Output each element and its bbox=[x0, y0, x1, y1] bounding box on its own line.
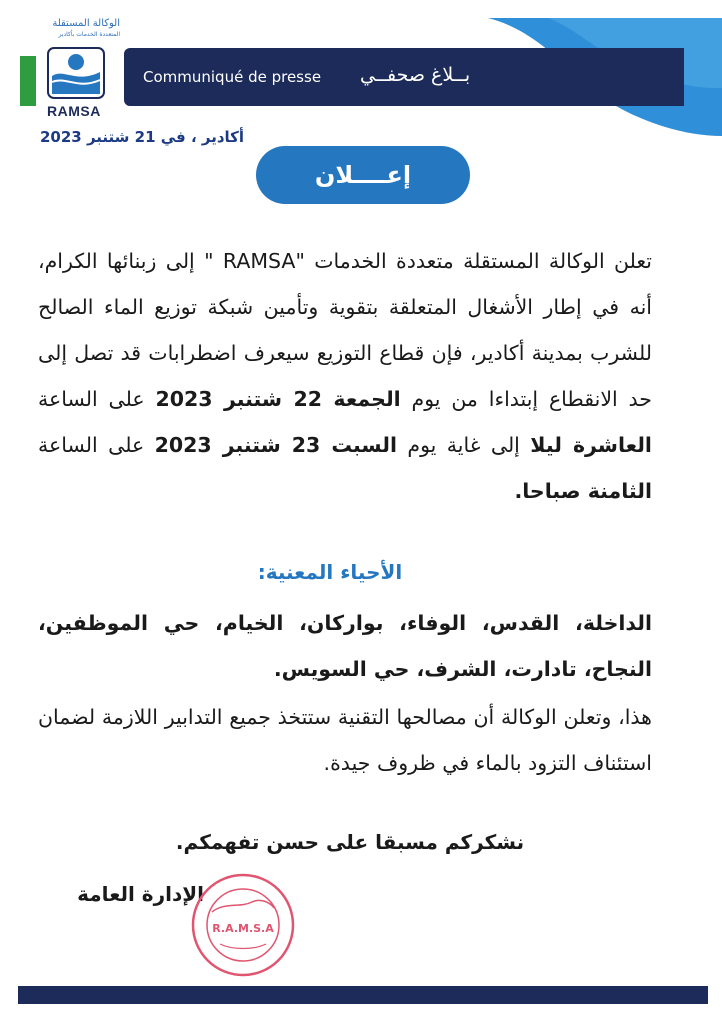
ramsa-logo-icon bbox=[46, 46, 106, 100]
signature-line: الإدارة العامة bbox=[77, 882, 204, 906]
footer-bar bbox=[18, 986, 708, 1004]
announcement-body bbox=[38, 238, 652, 514]
start-date: الجمعة 22 شتنبر 2023 bbox=[155, 387, 401, 411]
logo-green-bar bbox=[20, 56, 36, 106]
header-title-french: Communiqué de presse bbox=[143, 68, 322, 86]
closing-paragraph: هذا، وتعلن الوكالة أن مصالحها التقنية ستتخذ جميع التدابير اللازمة لضمان استئناف التزود بالماء في ظروف جيدة. bbox=[38, 705, 652, 775]
announcement-title: إعــــلان bbox=[314, 161, 412, 189]
official-stamp-icon bbox=[190, 872, 296, 978]
body-paragraph bbox=[38, 238, 652, 514]
stamp-text: R.A.M.S.A bbox=[212, 922, 274, 935]
agency-subtitle-arabic: المتعددة الخدمات بأكادير bbox=[58, 31, 120, 38]
body-text: تعلن الوكالة المستقلة متعددة الخدمات "RAMSA " إلى زبنائها الكرام، أنه في إطار الأشغال المتعلقة بتقوية وتأمين شبكة توزيع الماء الصالح للشرب بمدينة أكادير، فإن قطاع التوزيع سيعرف اضطرابات قد تصل إلى حد الانقطاع إبتداءا من يوم bbox=[38, 249, 652, 411]
logo-wordmark: RAMSA bbox=[47, 103, 101, 119]
body-text: على الساعة bbox=[38, 387, 145, 411]
body-text: إلى غاية يوم bbox=[407, 433, 520, 457]
affected-areas-list: الداخلة، القدس، الوفاء، بواركان، الخيام، حي الموظفين، النجاح، تادارت، الشرف، حي السويس. bbox=[38, 611, 652, 681]
header-title-arabic: بــلاغ صحفــي bbox=[360, 64, 471, 86]
start-time: العاشرة ليلا bbox=[530, 433, 652, 457]
announcement-title-pill bbox=[256, 146, 470, 204]
end-date: السبت 23 شتنبر 2023 bbox=[154, 433, 397, 457]
document-date: أكادير ، في 21 شتنبر 2023 bbox=[40, 128, 245, 146]
end-time: الثامنة صباحا. bbox=[514, 479, 652, 503]
agency-name-arabic: الوكالة المستقلة bbox=[52, 18, 120, 29]
areas-heading: الأحياء المعنية: bbox=[257, 560, 403, 584]
thanks-line: نشكركم مسبقا على حسن تفهمكم. bbox=[175, 830, 525, 854]
body-text: على الساعة bbox=[38, 433, 145, 457]
